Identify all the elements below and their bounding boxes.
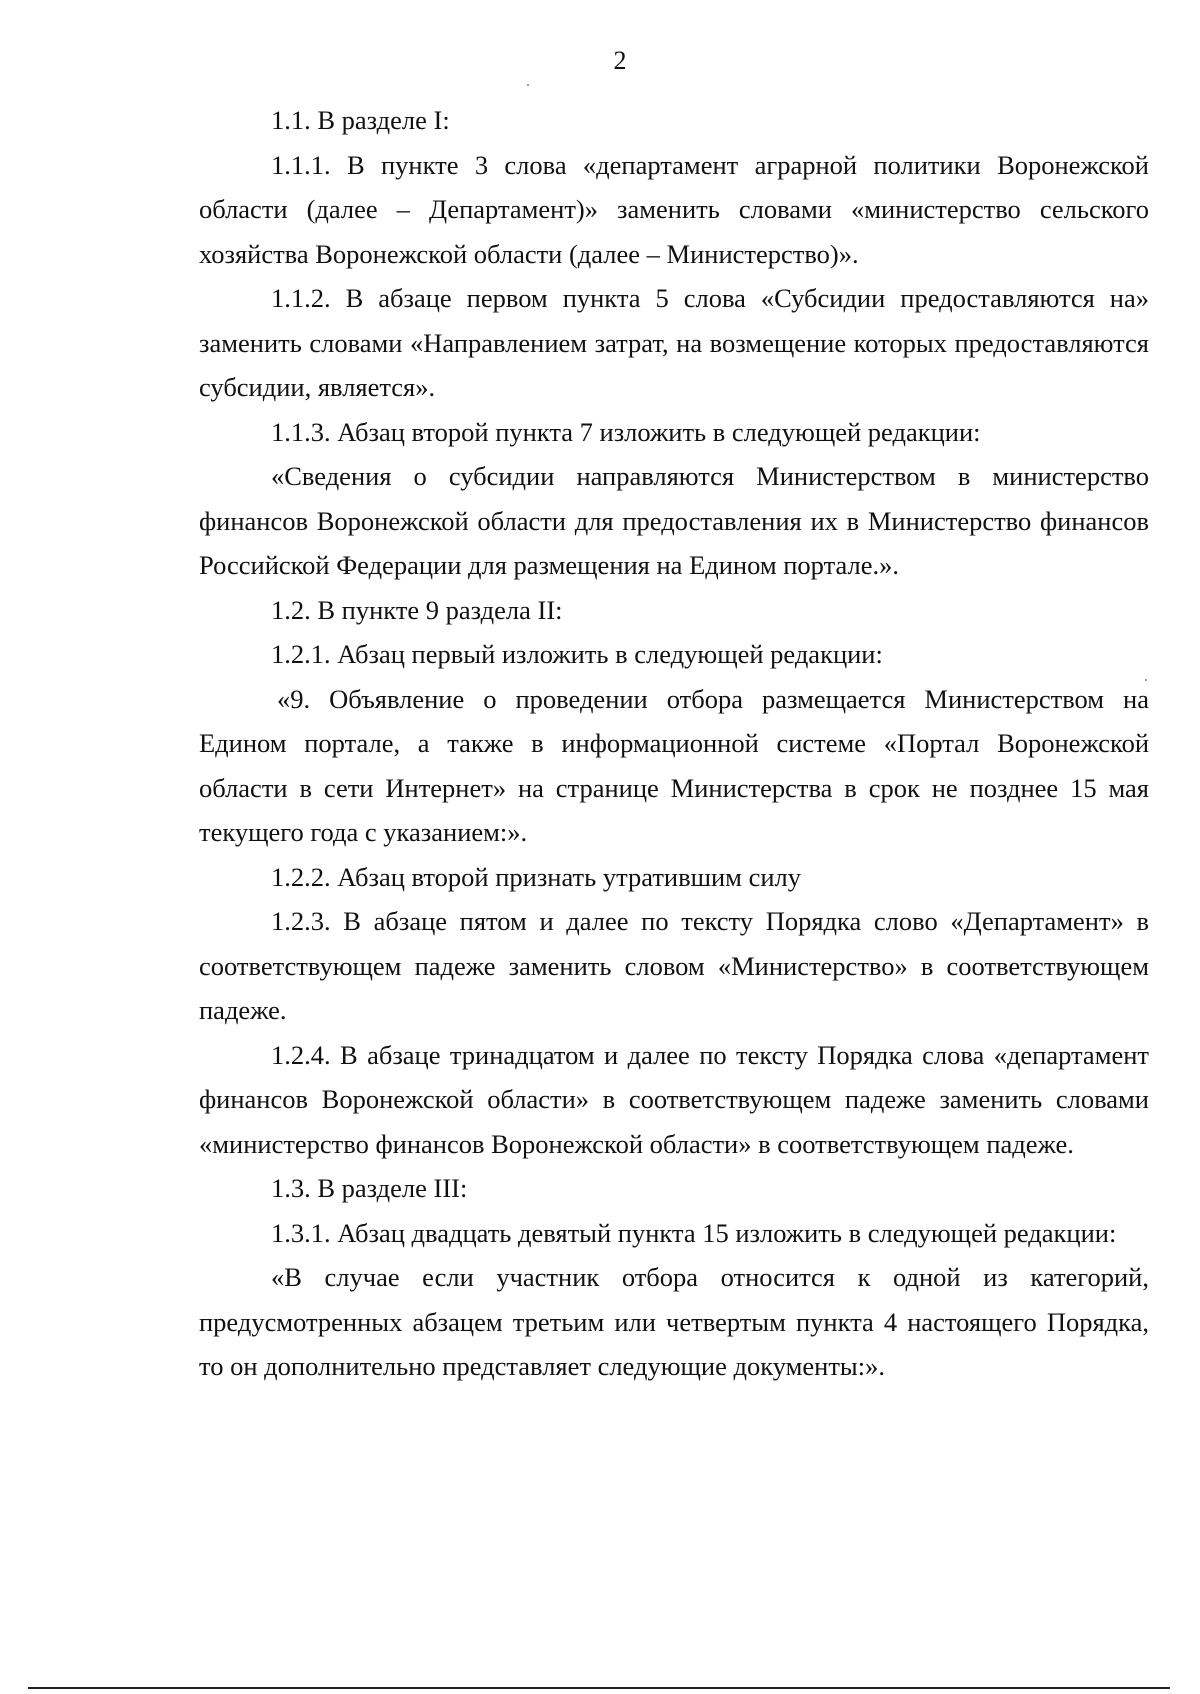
paragraph-1-2-2: 1.2.2. Абзац второй признать утратившим силу xyxy=(271,861,801,892)
quoted-paragraph-svedeniya: «Сведения о субсидии направляются Министерством в министерство финансов Воронежской области для предоставления их в Министерство финансов Российской Федерации для размещения на Едином портале.». xyxy=(199,461,1149,580)
document-body xyxy=(199,98,1149,1389)
paragraph-1-3: 1.3. В разделе III: xyxy=(271,1173,468,1203)
page-number: 2 xyxy=(613,46,627,75)
quoted-paragraph-uchastnik: «В случае если участник отбора относится к одной из категорий, предусмотренных абзацем третьим или четвертым пункта 4 настоящего Порядка, то он дополнительно представляет следующие документы:». xyxy=(199,1262,1149,1381)
paragraph-1-2-1: 1.2.1. Абзац первый изложить в следующей редакции: xyxy=(271,639,883,669)
paragraph-1-1-1: 1.1.1. В пункте 3 слова «департамент аграрной политики Воронежской области (далее – Департамент)» заменить словами «министерство сельского хозяйства Воронежской области (далее – Министерство)». xyxy=(199,149,1149,269)
paragraph-1-1-2: 1.1.2. В абзаце первом пункта 5 слова «Субсидии предоставляются на» заменить словами «Направлением затрат, на возмещение которых предоставляются субсидии, является». xyxy=(199,283,1149,402)
quoted-paragraph-obyavlenie: «9. Объявление о проведении отбора размещается Министерством на Едином портале, а также в информационной системе «Портал Воронежской области в сети Интернет» на странице Министерства в срок не позднее 15 мая текущего года с указанием:». xyxy=(199,683,1149,847)
scan-speck xyxy=(527,84,529,86)
footer-rule xyxy=(28,1687,1170,1689)
scan-speck xyxy=(1145,679,1147,681)
paragraph-1-1-3: 1.1.3. Абзац второй пункта 7 изложить в следующей редакции: xyxy=(271,416,981,447)
paragraph-1-2-4: 1.2.4. В абзаце тринадцатом и далее по тексту Порядка слова «департамент финансов Воронежской области» в соответствующем падеже заменить словами «министерство финансов Воронежской области» в соответствующем падеже. xyxy=(199,1039,1149,1159)
paragraph-1-1: 1.1. В разделе I: xyxy=(271,105,450,135)
paragraph-1-2-3: 1.2.3. В абзаце пятом и далее по тексту Порядка слово «Департамент» в соответствующем падеже заменить словом «Министерство» в соответствующем падеже. xyxy=(199,906,1149,1025)
paragraph-1-2: 1.2. В пункте 9 раздела II: xyxy=(271,594,563,625)
paragraph-1-3-1: 1.3.1. Абзац двадцать девятый пункта 15 изложить в следующей редакции: xyxy=(271,1217,1117,1248)
